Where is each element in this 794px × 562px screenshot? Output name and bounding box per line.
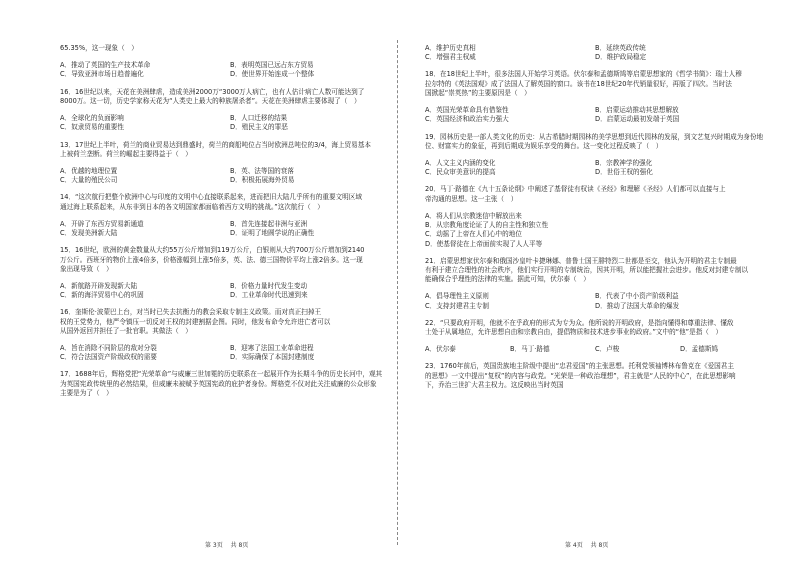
option-c: C．民众审美意识的提高 xyxy=(425,168,496,177)
option-a: A．推动了英国的生产技术革命 xyxy=(60,61,151,70)
question-14-stem: 14．“这次航行把整个欧洲中心与印度的文明中心直接联系起来，进而把旧大陆几乎所有的重要文明区域 通过海上联系起来，从东非到日本的各文明国家都面临着西方文明的挑战。”这次航行（ ） xyxy=(60,193,362,211)
option-a: A．倡导理性主义原则 xyxy=(425,292,489,301)
option-b: B．英、法等国的衰落 xyxy=(230,166,294,175)
page-number-left: 第 3页 共 8页 xyxy=(205,542,249,549)
question-22-stem: 22．“只要政府开明，他就不在乎政府的形式为专为众。他所说的开明政府，是指向懂得和尊重法律、懂敌 士处于从属地位，允许思想自由和宗教自由，提倡物质和技术进步事业的政府。”文中的“他”是指（ ） xyxy=(425,318,734,337)
option-a: A．优越的地理位置 xyxy=(60,166,118,175)
option-b: B．表明英国已远占东方贸易 xyxy=(230,61,314,70)
option-c: C．新的海洋贸易中心的巩固 xyxy=(60,291,144,300)
option-b: B．延续英政传统 xyxy=(595,44,646,52)
option-b: B．从宗教角度论证了人的自主性和独立性 xyxy=(425,221,549,230)
question-21-options xyxy=(425,292,765,310)
option-d: D．推动了法国大革命的爆发 xyxy=(595,301,680,310)
question-19-stem: 19．园林历史是一部人类文化的历史：从古希腊时期园林的美学思想到近代园林的发展，到文艺复兴时期成为身份地 位、财富实力的象征，再到后期成为娱乐享受的舞台。这一变化过程反映了（ ） xyxy=(425,132,764,150)
option-a: A．伏尔泰 xyxy=(425,345,456,354)
question-17-stem: 17．1688年后，辉格党把“光荣革命”与威廉三世加冕的历史联系在一起展开作为长期斗争的历史长河中，观其 为英国宪政传统里的必然结果，但威廉未被赋予英国宪政的庇护者身份。辉格党不仅对此关注威廉的公众形象 主要是为了（ ） xyxy=(60,370,383,397)
option-b: B．人口迁移的结果 xyxy=(230,114,288,123)
option-b: B．马丁·路德 xyxy=(510,345,550,354)
option-d: D．使基督徒在上帝面前实现了人人平等 xyxy=(425,239,543,248)
question-13-options xyxy=(60,167,400,185)
question-16b-options xyxy=(60,344,400,362)
question-15-stem: 15．16世纪，欧洲的黄金数量从大约55万公斤增加到119万公斤，白银则从大约700万公斤增加到2140 万公斤。西班牙的物价上涨4倍多，价格涨幅到上涨5倍多，英、法、德三国物价平均上涨2倍多。这一现 象出现导致（ ） xyxy=(60,246,365,273)
question-20-stem: 20．马丁·路德在《九十五条论纲》中阐述了基督徒有权读《圣经》和理解《圣经》人们都可以直接与上 帝沟通的思想。这一主张（ ） xyxy=(425,185,726,203)
option-a: A．将人们从宗教迷信中解放出来 xyxy=(425,211,522,220)
question-20-options xyxy=(425,212,765,249)
question-18-stem: 18．在18世纪上半叶，很多法国人开始学习英语。伏尔泰和孟德斯鸠等启蒙思想家的《哲学书简》：瑞士人穆 拉尔特的《英法国观》成了法国人了解英国的窗口。该书在18世纪20年代销量很好，再版了四次。当时法 国掀起“崇英热”的主要原因是（ ） xyxy=(425,70,742,97)
question-16-options xyxy=(60,114,400,132)
option-a: A．旨在消除不同阶层的敌对分裂 xyxy=(60,344,157,353)
option-b: B．价格力量时代发生变动 xyxy=(230,281,308,290)
option-c: C．英国经济和政治实力强大 xyxy=(425,115,509,124)
option-c: C．发现美洲新大陆 xyxy=(60,229,118,238)
question-21-stem: 21．启蒙思想家伏尔泰和俄国沙皇叶卡捷琳娜、普鲁士国王腓特烈二世都是至交，他认为开明的君主专制最 有利于建立合理性的社会秩序，他们实行开明的专制统治，因其开明，所以能把握社会进步。他反对封建专制以 能确保合乎理性的法律的实施。据此可知，伏尔泰（ ） xyxy=(425,256,749,284)
option-c: C．导致亚洲市场日趋普遍化 xyxy=(60,70,144,79)
option-a: A．新航路开辟发现新大陆 xyxy=(60,281,138,290)
option-c: C．符合法国资产阶级政权的需要 xyxy=(60,353,157,362)
option-d: D．启蒙运动最初发端于英国 xyxy=(595,115,680,124)
option-c: C．奴隶贸易的重要性 xyxy=(60,123,124,132)
option-b: B．迎寒了法国工业革命进程 xyxy=(230,344,314,353)
question-23-stem: 23．1760年前后，英国贵族地主阶级中提出“忠君爱国”的主张思想。托利党领袖博林布鲁克在《爱国君主 的思想》一文中提出“复权”的内容与政党。“光荣是一种政治理想”，君主就是“人民的中心”，在此思想影响 下，乔治三世扩大君主权力。这反映出当时英国 xyxy=(425,362,736,389)
question-15-options xyxy=(60,282,400,300)
option-c: C．支持封建君主专制 xyxy=(425,301,489,310)
column-divider xyxy=(397,40,398,545)
option-d: D．使世界开始连成一个整体 xyxy=(230,70,315,79)
question-16b-stem: 16．奎斯伦·波蒙巴上台，对当时已失去抗衡力的教会采取专制主义政策。而对真正扫掉王 权的王党势力，他严令镇压一切反对王权的封建割据企图。同时，他发布命令允许进亡者可以 从国外返回并担任了一批官职。其做法（ ） xyxy=(60,308,331,335)
question-22-options xyxy=(425,345,765,354)
question-intro-options xyxy=(60,61,400,79)
option-c: C．大量的殖民公司 xyxy=(60,176,118,185)
question-13-stem: 13．17世纪上半叶，荷兰的商业贸易达到鼎盛时，荷兰的商船吨位占当时欧洲总吨位的3/4，海上贸易基本 上被荷兰垄断。荷兰的崛起主要得益于（ ） xyxy=(60,140,371,158)
option-a: A．人文主义内涵的变化 xyxy=(425,158,496,167)
option-b: B．宗教神学的强化 xyxy=(595,158,653,167)
option-d: D．殖民主义的罪恶 xyxy=(230,123,288,132)
option-d: D．积极拓展海外贸易 xyxy=(230,176,295,185)
option-d: D．维护政局稳定 xyxy=(595,53,647,62)
option-a: A．维护历史真相 xyxy=(425,44,476,52)
option-d: D．世俗王权的强化 xyxy=(595,168,653,177)
question-19-options xyxy=(425,159,765,177)
option-c: C．卢梭 xyxy=(595,345,620,354)
option-a: A．开辟了东西方贸易新通道 xyxy=(60,219,144,228)
option-b: B．代表了中小资产阶级利益 xyxy=(595,292,679,301)
question-intro-tail: 65.35%，这一现象（ ） xyxy=(60,44,138,52)
option-a: A．英国光荣革命具有借鉴性 xyxy=(425,106,509,115)
right-column xyxy=(425,44,765,398)
question-14-options xyxy=(60,220,400,238)
option-d: D．工业革命时代迅速到来 xyxy=(230,291,308,300)
option-b: B．首先连接起非洲与亚洲 xyxy=(230,219,308,228)
question-18-options xyxy=(425,106,765,124)
left-column xyxy=(60,44,400,406)
option-b: B．启蒙运动推动其思想解放 xyxy=(595,106,679,115)
option-a: A．全球化的负面影响 xyxy=(60,114,124,123)
question-16-stem: 16．16世纪以来，天花在美洲肆虐，造成美洲2000万“3000万人病亡，也有人估计病亡人数可能达到了 8000万。这一切，历史学家称天花为“人类史上最大的种族屠杀者”。天花在美洲肆虐主要体现了（ ） xyxy=(60,87,365,105)
option-c: C．动摇了上帝在人们心中的地位 xyxy=(425,230,522,239)
option-d: D．孟德斯鸠 xyxy=(680,345,719,354)
option-d: D．证明了地圆学说的正确性 xyxy=(230,229,315,238)
question-17-options xyxy=(425,44,765,62)
option-d: D．实际确保了本国封建制度 xyxy=(230,353,315,362)
page-number-right: 第 4页 共 8页 xyxy=(565,542,609,549)
option-c: C．增强君主权威 xyxy=(425,53,476,62)
